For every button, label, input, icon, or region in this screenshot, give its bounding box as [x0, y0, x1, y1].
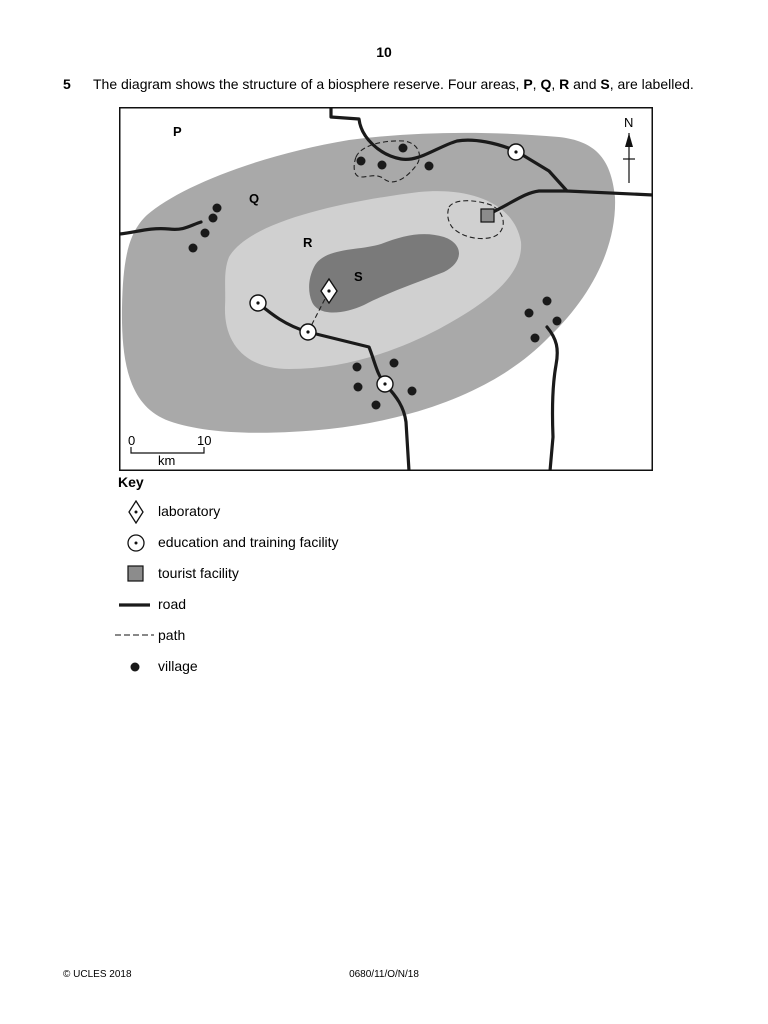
- key-label-road: road: [158, 596, 187, 612]
- question-text: [93, 76, 694, 92]
- village-icon: [112, 655, 154, 679]
- village-dot: [353, 363, 362, 372]
- village-dot: [543, 297, 552, 306]
- village-dot: [354, 383, 363, 392]
- education-facility-marker: [250, 295, 266, 311]
- village-dot: [201, 229, 210, 238]
- tourist-facility-marker: [481, 209, 494, 222]
- question-text-before: The diagram shows the structure of a biosphere reserve. Four areas,: [93, 76, 524, 92]
- scale-start: 0: [128, 433, 136, 448]
- area-label-s: S: [354, 269, 363, 284]
- key-title: Key: [118, 474, 144, 490]
- map-svg: [119, 107, 653, 471]
- key-label-education: education and training facility: [158, 534, 339, 550]
- key-label-village: village: [158, 658, 198, 674]
- question-area-p: P: [523, 76, 533, 92]
- key-item-village: [112, 655, 412, 679]
- laboratory-icon: [112, 500, 154, 524]
- key-item-laboratory: [112, 500, 412, 524]
- question-area-s: S: [600, 76, 610, 92]
- village-dot: [425, 162, 434, 171]
- key-label-path: path: [158, 627, 186, 643]
- road-icon: [112, 593, 154, 617]
- village-dot: [372, 401, 381, 410]
- area-label-p: P: [173, 124, 182, 139]
- key-label-laboratory: laboratory: [158, 503, 221, 519]
- village-dot: [390, 359, 399, 368]
- tourist-facility-icon: [112, 562, 154, 586]
- question-sep-3: and: [569, 76, 601, 92]
- key-item-path: [112, 624, 412, 648]
- key-item-road: [112, 593, 412, 617]
- village-dot: [408, 387, 417, 396]
- village-dot: [553, 317, 562, 326]
- north-label: N: [624, 115, 634, 130]
- education-facility-marker: [508, 144, 524, 160]
- question-sep-1: ,: [532, 76, 541, 92]
- footer-code: 0680/11/O/N/18: [349, 969, 419, 980]
- question-text-after: , are labelled.: [609, 76, 694, 92]
- footer-copyright: © UCLES 2018: [63, 969, 132, 980]
- village-dot: [209, 214, 218, 223]
- area-label-q: Q: [249, 191, 260, 206]
- education-facility-marker: [300, 324, 316, 340]
- area-label-r: R: [303, 235, 313, 250]
- key-item-education: [112, 531, 412, 555]
- scale-end: 10: [197, 433, 212, 448]
- key-item-tourist: [112, 562, 412, 586]
- village-dot: [531, 334, 540, 343]
- path-icon: [112, 624, 154, 648]
- education-facility-marker: [377, 376, 393, 392]
- biosphere-reserve-map: [119, 107, 653, 471]
- page-number: 10: [376, 44, 392, 60]
- scale-unit: km: [158, 453, 176, 468]
- key-label-tourist: tourist facility: [158, 565, 239, 581]
- question-sep-2: ,: [551, 76, 560, 92]
- education-facility-icon: [112, 531, 154, 555]
- question-area-q: Q: [540, 76, 552, 92]
- question-number: 5: [63, 76, 71, 92]
- question-area-r: R: [559, 76, 570, 92]
- village-dot: [399, 144, 408, 153]
- village-dot: [378, 161, 387, 170]
- village-dot: [213, 204, 222, 213]
- village-dot: [525, 309, 534, 318]
- village-dot: [189, 244, 198, 253]
- village-dot: [357, 157, 366, 166]
